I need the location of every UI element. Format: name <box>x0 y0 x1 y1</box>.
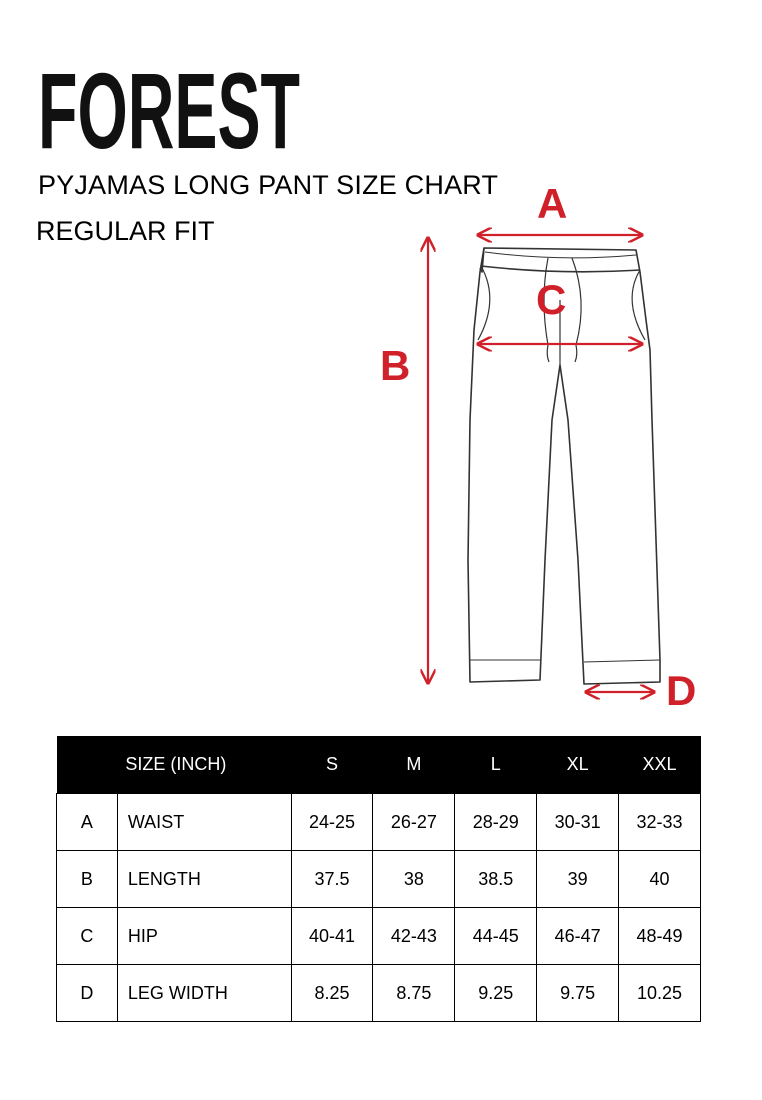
row-measure: LEG WIDTH <box>117 965 291 1022</box>
table-row <box>57 965 701 1022</box>
row-value: 37.5 <box>291 851 373 908</box>
row-value: 38 <box>373 851 455 908</box>
header-size: XL <box>537 736 619 794</box>
row-measure: LENGTH <box>117 851 291 908</box>
row-value: 48-49 <box>619 908 701 965</box>
row-value: 40 <box>619 851 701 908</box>
row-value: 9.75 <box>537 965 619 1022</box>
row-value: 38.5 <box>455 851 537 908</box>
row-value: 8.75 <box>373 965 455 1022</box>
label-d: D <box>666 667 697 714</box>
row-value: 28-29 <box>455 794 537 851</box>
row-value: 39 <box>537 851 619 908</box>
header-size: XXL <box>619 736 701 794</box>
row-value: 24-25 <box>291 794 373 851</box>
brand-logo <box>38 50 308 171</box>
row-code: A <box>57 794 118 851</box>
row-value: 26-27 <box>373 794 455 851</box>
label-c: C <box>536 276 567 323</box>
row-code: D <box>57 965 118 1022</box>
row-value: 9.25 <box>455 965 537 1022</box>
header-blank <box>57 736 118 794</box>
label-a: A <box>537 180 568 227</box>
table-header-row <box>57 736 701 794</box>
label-b: B <box>380 342 411 389</box>
header-size: L <box>455 736 537 794</box>
table-row <box>57 794 701 851</box>
row-value: 30-31 <box>537 794 619 851</box>
size-table <box>56 736 701 1022</box>
svg-text:FOREST: FOREST <box>38 50 300 171</box>
row-value: 8.25 <box>291 965 373 1022</box>
row-value: 10.25 <box>619 965 701 1022</box>
table-row <box>57 908 701 965</box>
row-value: 44-45 <box>455 908 537 965</box>
row-code: C <box>57 908 118 965</box>
header-size: M <box>373 736 455 794</box>
row-value: 32-33 <box>619 794 701 851</box>
pants-diagram <box>360 175 720 715</box>
header-size-label: SIZE (INCH) <box>117 736 291 794</box>
row-value: 46-47 <box>537 908 619 965</box>
row-measure: HIP <box>117 908 291 965</box>
chart-title: PYJAMAS LONG PANT SIZE CHART <box>38 170 499 200</box>
row-measure: WAIST <box>117 794 291 851</box>
row-value: 42-43 <box>373 908 455 965</box>
row-value: 40-41 <box>291 908 373 965</box>
header-size: S <box>291 736 373 794</box>
fit-label: REGULAR FIT <box>36 216 215 246</box>
table-row <box>57 851 701 908</box>
row-code: B <box>57 851 118 908</box>
